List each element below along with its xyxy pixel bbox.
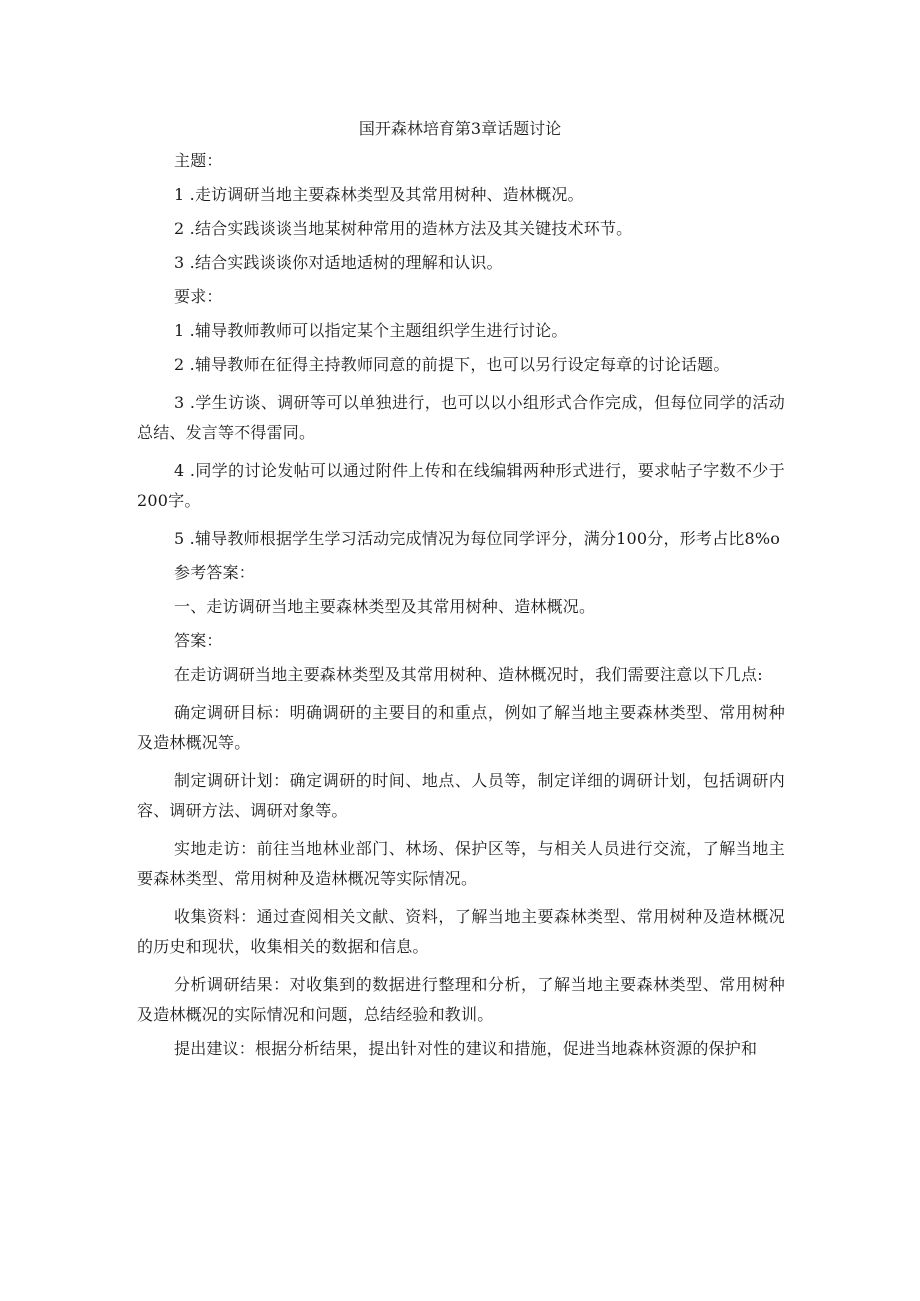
paragraph-requirement-3: 3 .学生访谈、调研等可以单独进行，也可以以小组形式合作完成，但每位同学的活动总结、发言等不得雷同。 [137,393,785,442]
paragraph-field-visit: 实地走访：前往当地林业部门、林场、保护区等，与相关人员进行交流，了解当地主要森林类型、常用树种及造林概况等实际情况。 [137,839,785,888]
document-title: 国开森林培育第3章话题讨论 [358,119,562,138]
paragraph-requirement-4: 4 .同学的讨论发帖可以通过附件上传和在线编辑两种形式进行，要求帖子字数不少于200字。 [137,461,785,510]
paragraph-topic-3: 3 .结合实践谈谈你对适地适树的理解和认识。 [174,253,503,272]
paragraph-requirement-5: 5 .辅导教师根据学生学习活动完成情况为每位同学评分，满分100分，形考占比8%o [174,529,781,548]
paragraph-research-goal: 确定调研目标：明确调研的主要目的和重点，例如了解当地主要森林类型、常用树种及造林概况等。 [137,703,785,752]
document-body [137,150,785,1072]
paragraph-requirements-heading: 要求： [174,287,223,306]
paragraph-answer-label: 答案： [174,631,223,650]
paragraph-topic-2: 2 .结合实践谈谈当地某树种常用的造林方法及其关键技术环节。 [174,219,633,238]
paragraph-reference-answer-heading: 参考答案： [174,563,256,582]
paragraph-requirement-1: 1 .辅导教师教师可以指定某个主题组织学生进行讨论。 [174,321,568,340]
paragraph-research-plan: 制定调研计划：确定调研的时间、地点、人员等，制定详细的调研计划，包括调研内容、调研方法、调研对象等。 [137,771,785,820]
paragraph-suggestions: 提出建议：根据分析结果，提出针对性的建议和措施，促进当地森林资源的保护和 [174,1039,758,1058]
paragraph-collect-data: 收集资料：通过查阅相关文献、资料，了解当地主要森林类型、常用树种及造林概况的历史和现状，收集相关的数据和信息。 [137,907,785,956]
paragraph-requirement-2: 2 .辅导教师在征得主持教师同意的前提下，也可以另行设定每章的讨论话题。 [174,355,730,374]
paragraph-section-1-heading: 一、走访调研当地主要森林类型及其常用树种、造林概况。 [174,597,596,616]
paragraph-analyze-results: 分析调研结果：对收集到的数据进行整理和分析，了解当地主要森林类型、常用树种及造林概况的实际情况和问题，总结经验和教训。 [137,975,785,1024]
paragraph-topic-1: 1 .走访调研当地主要森林类型及其常用树种、造林概况。 [174,185,584,204]
paragraph-topic-heading: 主题： [174,151,223,170]
paragraph-answer-intro: 在走访调研当地主要森林类型及其常用树种、造林概况时，我们需要注意以下几点: [174,665,763,684]
